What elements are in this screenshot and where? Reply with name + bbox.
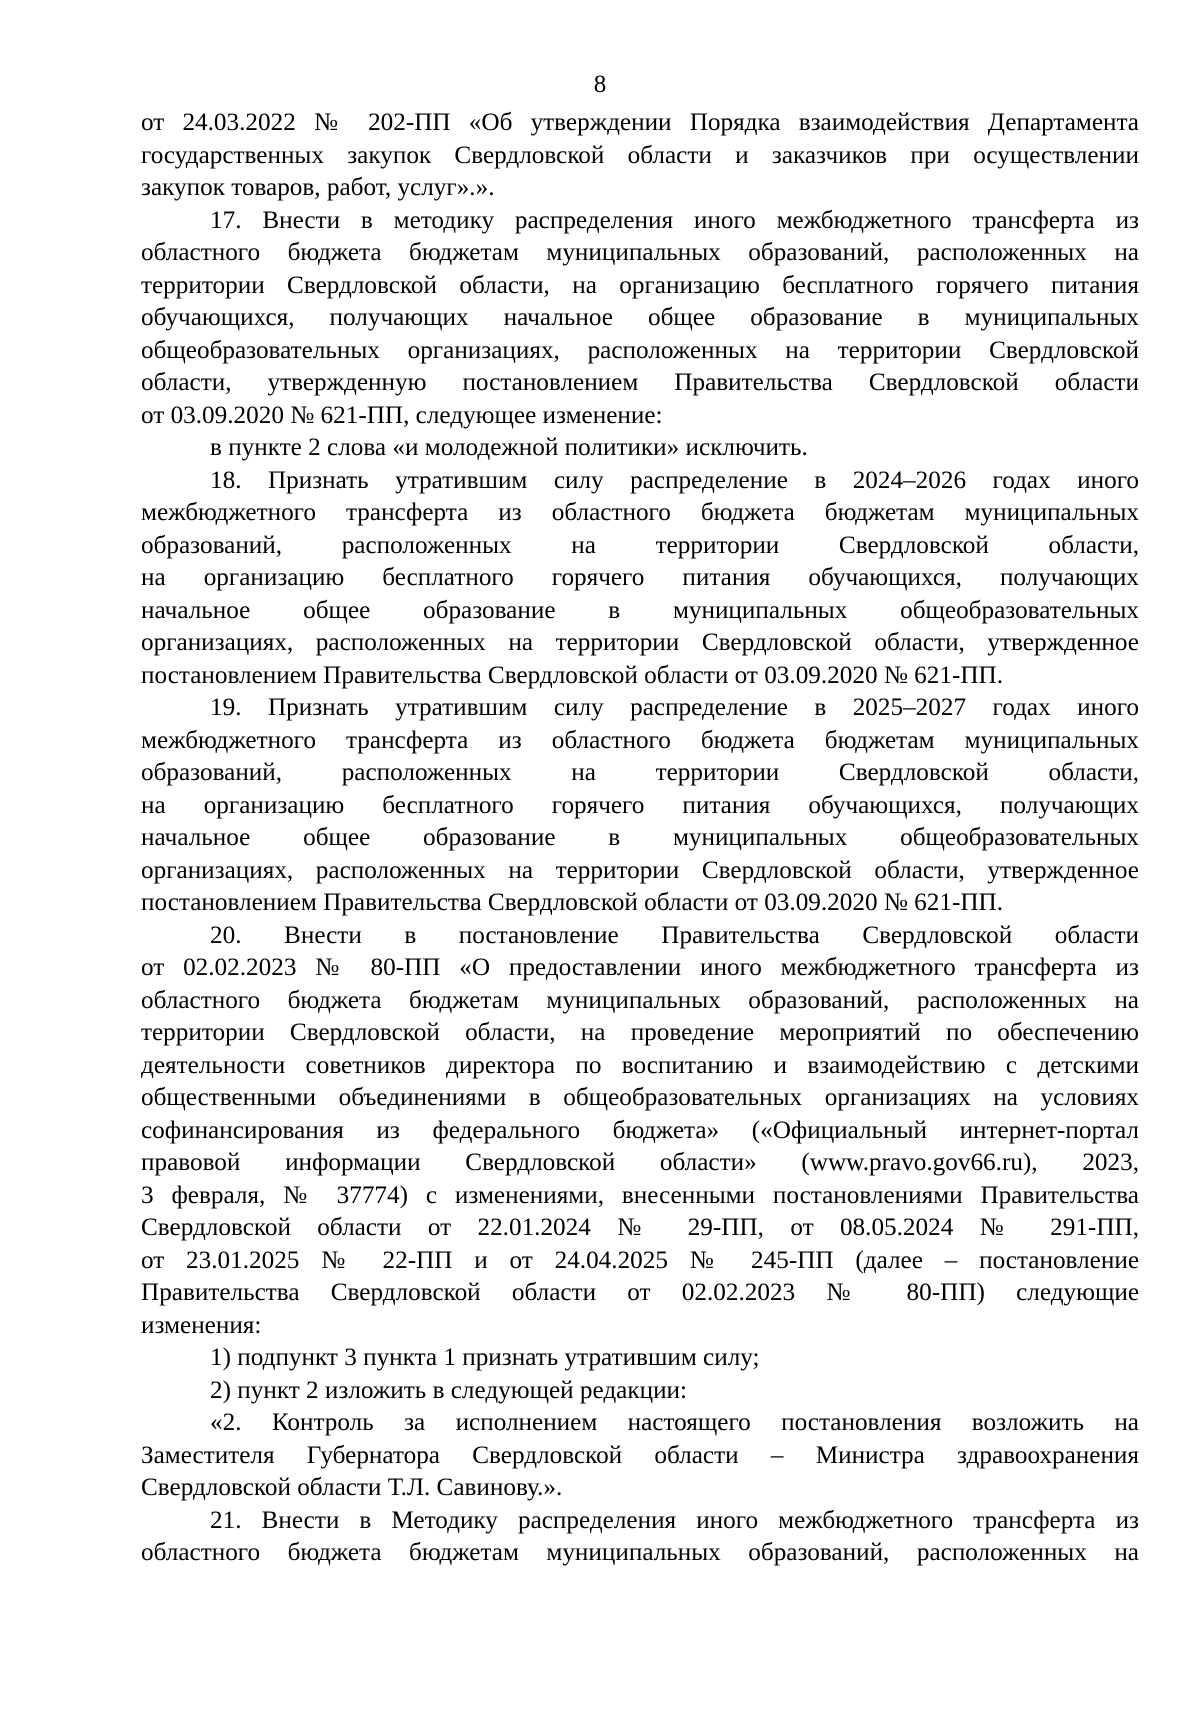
- text-line: софинансирования из федерального бюджета» («Официальный интернет-портал: [141, 1116, 1139, 1144]
- text-line: 21. Внести в Методику распределения иного межбюджетного трансферта из: [210, 1506, 1139, 1534]
- text-line: от 23.01.2025 № 22-ПП и от 24.04.2025 № 245-ПП (далее – постановление: [141, 1246, 1139, 1274]
- text-line: общественными объединениями в общеобразовательных организациях на условиях: [141, 1084, 1139, 1111]
- text-line: образований, расположенных на территории Свердловской области,: [141, 759, 1139, 786]
- text-line: от 02.02.2023 № 80-ПП «О предоставлении иного межбюджетного трансферта из: [141, 954, 1139, 981]
- text-line: закупок товаров, работ, услуг».».: [141, 174, 495, 201]
- text-line: 2) пункт 2 изложить в следующей редакции:: [210, 1376, 688, 1404]
- text-line: области, утвержденную постановлением Правительства Свердловской области: [141, 369, 1139, 396]
- text-line: начальное общее образование в муниципальных общеобразовательных: [141, 596, 1139, 624]
- text-line: межбюджетного трансферта из областного бюджета бюджетам муниципальных: [141, 726, 1139, 754]
- text-line: от 03.09.2020 № 621-ПП, следующее изменение:: [141, 401, 663, 429]
- text-line: организациях, расположенных на территории Свердловской области, утвержденное: [141, 856, 1139, 884]
- text-line: 3 февраля, № 37774) с изменениями, внесенными постановлениями Правительства: [141, 1181, 1139, 1209]
- text-line: Свердловской области от 22.01.2024 № 29-ПП, от 08.05.2024 № 291-ПП,: [141, 1214, 1139, 1241]
- text-line: от 24.03.2022 № 202-ПП «Об утверждении Порядка взаимодействия Департамента: [141, 109, 1139, 136]
- text-line: Правительства Свердловской области от 02.02.2023 № 80-ПП) следующие: [141, 1279, 1139, 1306]
- text-line: на организацию бесплатного горячего питания обучающихся, получающих: [141, 564, 1139, 591]
- text-line: областного бюджета бюджетам муниципальных образований, расположенных на: [141, 1539, 1139, 1566]
- text-line: Свердловской области Т.Л. Савинову.».: [141, 1474, 563, 1501]
- page-number: 8: [593, 71, 607, 98]
- text-line: правовой информации Свердловской области» (www.pravo.gov66.ru), 2023,: [141, 1149, 1139, 1176]
- text-line: 20. Внести в постановление Правительства Свердловской области: [210, 921, 1139, 949]
- text-line: начальное общее образование в муниципальных общеобразовательных: [141, 824, 1139, 851]
- text-line: обучающихся, получающих начальное общее образование в муниципальных: [141, 304, 1139, 331]
- text-line: на организацию бесплатного горячего питания обучающихся, получающих: [141, 791, 1139, 819]
- text-line: организациях, расположенных на территории Свердловской области, утвержденное: [141, 629, 1139, 656]
- text-line: территории Свердловской области, на организацию бесплатного горячего питания: [141, 271, 1139, 299]
- text-line: 1) подпункт 3 пункта 1 признать утратившим силу;: [210, 1344, 760, 1371]
- text-line: постановлением Правительства Свердловской области от 03.09.2020 № 621-ПП.: [141, 661, 1004, 689]
- text-line: областного бюджета бюджетам муниципальных образований, расположенных на: [141, 239, 1139, 266]
- text-line: государственных закупок Свердловской области и заказчиков при осуществлении: [141, 141, 1139, 169]
- text-line: территории Свердловской области, на проведение мероприятий по обеспечению: [141, 1019, 1139, 1046]
- text-line: изменения:: [141, 1311, 262, 1339]
- text-line: общеобразовательных организациях, расположенных на территории Свердловской: [141, 336, 1139, 364]
- text-line: деятельности советников директора по воспитанию и взаимодействию с детскими: [141, 1051, 1139, 1079]
- text-line: «2. Контроль за исполнением настоящего постановления возложить на: [210, 1409, 1139, 1436]
- text-line: в пункте 2 слова «и молодежной политики» исключить.: [210, 434, 808, 461]
- text-line: межбюджетного трансферта из областного бюджета бюджетам муниципальных: [141, 499, 1139, 526]
- text-line: 18. Признать утратившим силу распределение в 2024–2026 годах иного: [210, 466, 1139, 494]
- text-line: 19. Признать утратившим силу распределение в 2025–2027 годах иного: [210, 694, 1139, 721]
- text-line: постановлением Правительства Свердловской области от 03.09.2020 № 621-ПП.: [141, 889, 1004, 916]
- text-line: Заместителя Губернатора Свердловской области – Министра здравоохранения: [141, 1441, 1139, 1469]
- text-line: 17. Внести в методику распределения иного межбюджетного трансферта из: [210, 206, 1139, 234]
- text-line: образований, расположенных на территории Свердловской области,: [141, 531, 1139, 559]
- text-line: областного бюджета бюджетам муниципальных образований, расположенных на: [141, 986, 1139, 1014]
